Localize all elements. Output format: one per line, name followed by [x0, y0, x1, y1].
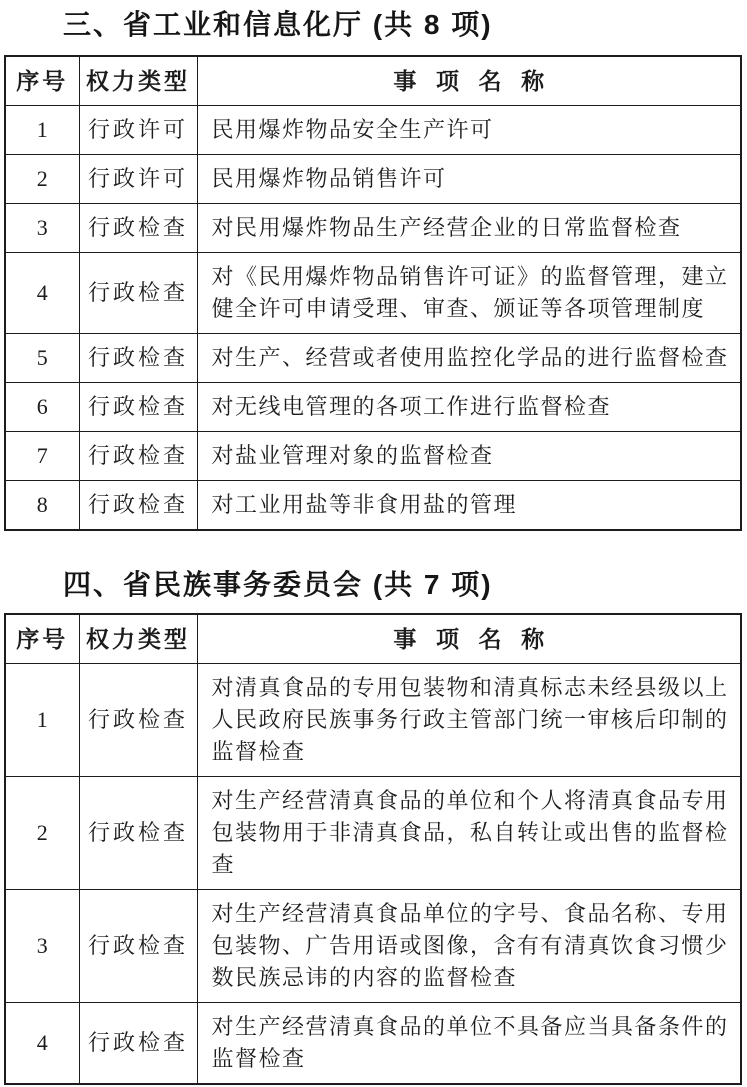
- section-industry-information: [4, 8, 743, 531]
- header-cell-power-type: 权力类型: [79, 56, 197, 106]
- section-title: 四、省民族事务委员会 (共 7 项): [63, 569, 493, 600]
- table-header-row: [5, 614, 741, 664]
- row-item-name-cell: 民用爆炸物品安全生产许可: [197, 106, 741, 155]
- header-cell-item-name: 事项名称: [197, 614, 741, 664]
- table-row: [5, 155, 741, 204]
- row-item-name-cell: 对民用爆炸物品生产经营企业的日常监督检查: [197, 204, 741, 253]
- powers-table: [4, 613, 742, 1085]
- row-power-type-cell: 行政检查: [79, 334, 197, 383]
- header-cell-index: 序号: [5, 56, 79, 106]
- row-index-cell: 3: [5, 204, 79, 253]
- row-index-cell: 5: [5, 334, 79, 383]
- header-cell-item-name: 事项名称: [197, 56, 741, 106]
- row-power-type-cell: 行政检查: [79, 383, 197, 432]
- row-item-name-cell: 对生产、经营或者使用监控化学品的进行监督检查: [197, 334, 741, 383]
- row-item-name-cell: 对无线电管理的各项工作进行监督检查: [197, 383, 741, 432]
- table-row: [5, 253, 741, 334]
- row-index-cell: 7: [5, 432, 79, 481]
- table-row: [5, 664, 741, 777]
- section-ethnic-affairs: [4, 568, 743, 1085]
- row-item-name-cell: 对生产经营清真食品的单位和个人将清真食品专用包装物用于非清真食品，私自转让或出售的监督检查: [197, 777, 741, 890]
- section-title: 三、省工业和信息化厅 (共 8 项): [63, 9, 493, 40]
- row-index-cell: 8: [5, 481, 79, 531]
- table-row: [5, 432, 741, 481]
- row-power-type-cell: 行政检查: [79, 890, 197, 1003]
- row-item-name-cell: 对工业用盐等非食用盐的管理: [197, 481, 741, 531]
- row-index-cell: 1: [5, 664, 79, 777]
- row-power-type-cell: 行政许可: [79, 155, 197, 204]
- header-cell-index: 序号: [5, 614, 79, 664]
- table-row: [5, 890, 741, 1003]
- table-header-row: [5, 56, 741, 106]
- row-item-name-cell: 对《民用爆炸物品销售许可证》的监督管理，建立健全许可申请受理、审查、颁证等各项管理制度: [197, 253, 741, 334]
- row-index-cell: 6: [5, 383, 79, 432]
- powers-table: [4, 55, 742, 531]
- row-power-type-cell: 行政检查: [79, 777, 197, 890]
- header-cell-power-type: 权力类型: [79, 614, 197, 664]
- row-item-name-cell: 对清真食品的专用包装物和清真标志未经县级以上人民政府民族事务行政主管部门统一审核后印制的监督检查: [197, 664, 741, 777]
- row-index-cell: 2: [5, 777, 79, 890]
- row-power-type-cell: 行政检查: [79, 204, 197, 253]
- row-power-type-cell: 行政检查: [79, 481, 197, 531]
- row-item-name-cell: 民用爆炸物品销售许可: [197, 155, 741, 204]
- row-item-name-cell: 对生产经营清真食品的单位不具备应当具备条件的监督检查: [197, 1003, 741, 1085]
- table-row: [5, 204, 741, 253]
- row-item-name-cell: 对生产经营清真食品单位的字号、食品名称、专用包装物、广告用语或图像，含有有清真饮食习惯少数民族忌讳的内容的监督检查: [197, 890, 741, 1003]
- row-power-type-cell: 行政检查: [79, 664, 197, 777]
- row-power-type-cell: 行政检查: [79, 1003, 197, 1085]
- row-power-type-cell: 行政许可: [79, 106, 197, 155]
- row-index-cell: 2: [5, 155, 79, 204]
- table-row: [5, 106, 741, 155]
- row-index-cell: 3: [5, 890, 79, 1003]
- row-power-type-cell: 行政检查: [79, 253, 197, 334]
- table-row: [5, 1003, 741, 1085]
- row-index-cell: 4: [5, 1003, 79, 1085]
- table-row: [5, 777, 741, 890]
- row-power-type-cell: 行政检查: [79, 432, 197, 481]
- table-row: [5, 383, 741, 432]
- row-index-cell: 4: [5, 253, 79, 334]
- row-index-cell: 1: [5, 106, 79, 155]
- row-item-name-cell: 对盐业管理对象的监督检查: [197, 432, 741, 481]
- table-row: [5, 481, 741, 531]
- table-row: [5, 334, 741, 383]
